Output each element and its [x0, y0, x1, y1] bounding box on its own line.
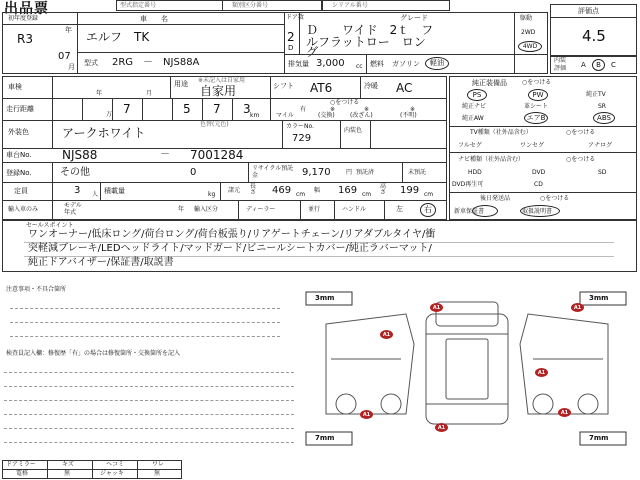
car-right-side [520, 314, 608, 414]
doors-label: ドア数 [286, 14, 304, 21]
fuel-selected: 軽油 [425, 57, 449, 70]
handle-right-selected: 右 [420, 203, 436, 217]
sales-line-2: 突軽減ブレーキ/LEDヘッドライト/マッドガード/ビニールシートカバー/純正ラバーマット/ [28, 243, 432, 254]
damage-mark: A1 [380, 330, 393, 339]
recycle-amount: 9,170 [302, 167, 331, 178]
grade-line-3: グ [306, 45, 319, 59]
color-no-value: 729 [292, 133, 312, 144]
displacement-value: 3,000 [316, 58, 345, 69]
ac-value: AC [396, 81, 413, 95]
grade-label: グレード [400, 14, 428, 22]
damage-mark: A1 [535, 368, 548, 377]
damage-mark: A1 [435, 423, 448, 432]
opt-manual-selected [520, 205, 560, 217]
footer-mirror: 電格 [16, 470, 29, 477]
color-value: アークホワイト [62, 126, 146, 140]
class-no-label: 類別区分番号 [232, 2, 269, 9]
footer-crack: 無 [154, 470, 161, 477]
doors-value: 2 [287, 30, 295, 44]
drive-4wd: 4WD [518, 41, 542, 52]
damage-mark: A1 [360, 410, 373, 419]
fuel-gasoline: ガソリン [392, 60, 420, 68]
footer-scratch: 無 [64, 470, 71, 477]
first-reg-label: 初年度登録 [8, 15, 39, 22]
form-no-label: 型式指定番号 [120, 2, 157, 9]
car-left-side [326, 314, 414, 414]
usage-value: 自家用 [200, 84, 237, 98]
chassis-prefix: NJS88 [62, 148, 98, 162]
tread-rear-right: 7mm [589, 434, 609, 442]
length-value: 469 [272, 185, 292, 196]
tread-front-left: 3mm [315, 294, 335, 302]
grade-line-1: Ｄ ワイド 2ｔ フ [306, 23, 434, 37]
opt-airbag: エアB [524, 112, 548, 124]
footer-dent: ジャッキ [100, 470, 124, 477]
serial-label: シリアル番号 [332, 2, 368, 9]
opt-abs: ABS [593, 112, 615, 124]
shift-value: AT6 [310, 81, 333, 95]
recycle-paid: 預託済 [356, 169, 375, 176]
height-value: 199 [400, 185, 420, 196]
car-top-body [426, 314, 508, 424]
opt-warranty-selected [472, 205, 498, 217]
interior-selected: B [592, 59, 605, 71]
caution-label: 注意事項・不具合箇所 [6, 286, 67, 293]
first-reg-era: R3 [17, 32, 33, 46]
capacity-value: 3 [74, 185, 81, 196]
score-value: 4.5 [582, 27, 606, 45]
width-value: 169 [338, 185, 358, 196]
chassis-number: 7001284 [190, 148, 244, 162]
model-code: 2RG － NJS88A [112, 57, 200, 68]
damage-mark: A1 [558, 408, 571, 417]
mileage-digit-2: 5 [183, 102, 191, 116]
damage-mark: A1 [430, 303, 443, 312]
car-diagram [296, 284, 640, 454]
mileage-digit-3: 7 [213, 102, 221, 116]
sales-line-3: 純正ドアバイザー/保証書/取説書 [28, 257, 174, 268]
reg-no-value: その他 [60, 167, 90, 178]
tread-front-right: 3mm [589, 294, 609, 302]
opt-pw: PW [528, 89, 548, 101]
mileage-digit-4: 3 [243, 102, 251, 116]
drive-label: 駆動 [520, 15, 533, 22]
damage-mark: A1 [571, 303, 584, 312]
sales-line-1: ワンオーナー/低床ロング/荷台ロング/荷台板張り/リアゲートチェーン/リアダブルタイヤ/衝 [28, 229, 436, 240]
car-name-label: 車 名 [140, 15, 168, 23]
car-name: エルフ TK [86, 30, 150, 44]
form-title: 出品票 [4, 1, 49, 17]
inspector-label: 検査員記入欄：修復歴「有」の場合は修復箇所・交換箇所を記入 [6, 350, 181, 357]
opt-ps: PS [467, 89, 487, 101]
reg-no-number: 0 [190, 167, 197, 178]
tread-rear-left: 7mm [315, 434, 335, 442]
first-reg-month: 07 [58, 51, 71, 62]
grade-line-2: ルフラットロー ロン [306, 35, 426, 49]
mileage-digit-1: 7 [123, 102, 131, 116]
